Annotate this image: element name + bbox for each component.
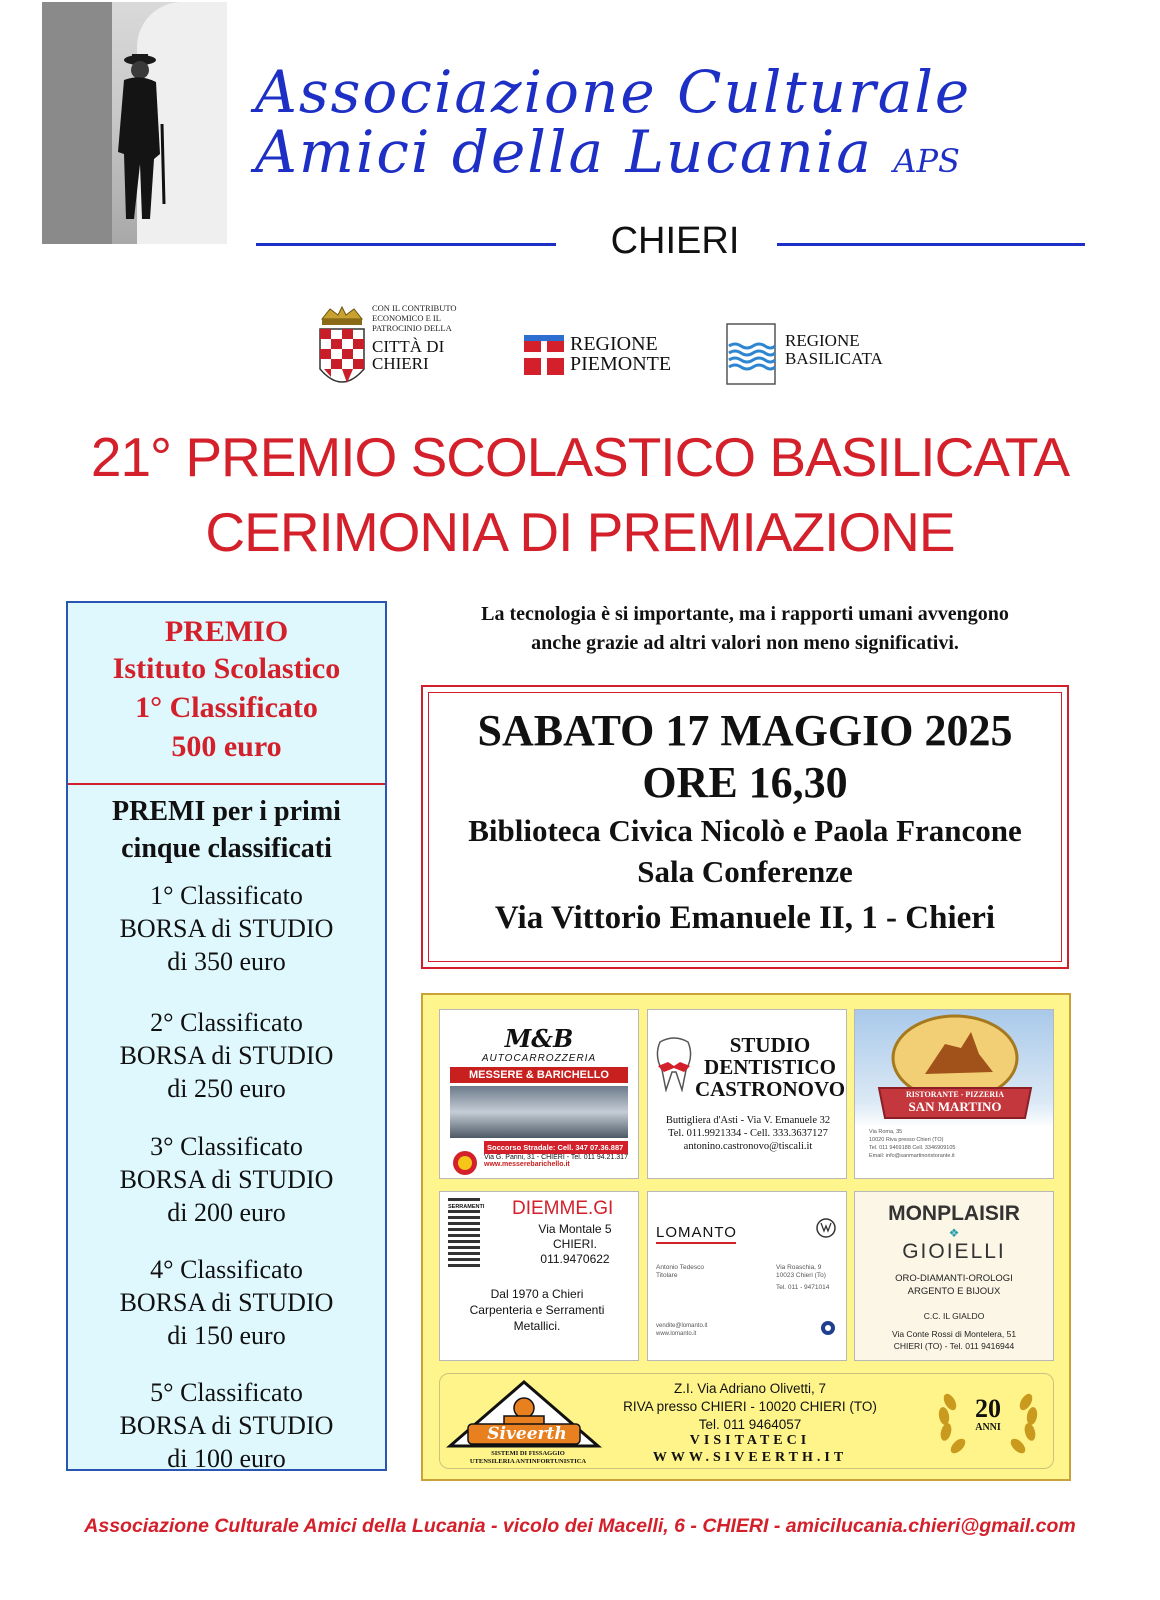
- regione-piemonte: REGIONE PIEMONTE: [570, 333, 672, 375]
- siveerth-address: Z.I. Via Adriano Olivetti, 7 RIVA presso CHIERI - 10020 CHIERI (TO) Tel. 011 9464057: [623, 1381, 877, 1432]
- monplaisir-address: C.C. IL GIALDO Via Conte Rossi di Montelera, 51 CHIERI (TO) - Tel. 011 9416944: [891, 1311, 1017, 1351]
- aps-suffix: APS: [893, 142, 960, 180]
- footer-contact: Associazione Culturale Amici della Lucania - vicolo dei Macelli, 6 - CHIERI - amicilucania.chieri@gmail.com: [84, 1515, 1076, 1537]
- monplaisir-name: MONPLAISIR: [888, 1202, 1020, 1225]
- placement-item: 1° Classificato BORSA di STUDIO di 350 euro: [119, 881, 334, 976]
- sponsor-siveerth: [439, 1373, 1054, 1469]
- event-address: Via Vittorio Emanuele II, 1 - Chieri: [494, 900, 996, 936]
- mb-address: Via G. Parini, 31 - CHIERI - Tel. 011 94.21.317: [484, 1154, 628, 1161]
- divider-left: [256, 243, 556, 246]
- mb-workshop-photo: [450, 1086, 628, 1138]
- siveerth-tagline: SISTEMI DI FISSAGGIO UTENSILERIA ANTINFORTUNISTICA: [469, 1450, 587, 1465]
- placement-item: 4° Classificato BORSA di STUDIO di 150 euro: [119, 1255, 334, 1350]
- contribution-note: CON IL CONTRIBUTO ECONOMICO E IL PATROCINIO DELLA: [372, 303, 457, 333]
- siveerth-visit: VISITATECI WWW.SIVEERTH.IT: [652, 1433, 848, 1465]
- prize-title: PREMIO: [164, 615, 289, 648]
- siveerth-brand: Siveerth: [487, 1424, 567, 1444]
- diemme-name: DIEMME.GI: [512, 1198, 614, 1219]
- pizzeria-name: SAN MARTINO: [908, 1099, 1002, 1114]
- pizzeria-small-print: Via Roma, 35 10020 Riva presso Chieri (TO) Tel. 011 9469188 Cell. 3346909105 Email: info@sanmartinoristorante.it: [869, 1129, 956, 1159]
- diemme-description: Dal 1970 a Chieri Carpenteria e Serramenti Metallici.: [469, 1287, 605, 1333]
- event-box: [421, 685, 1069, 969]
- mb-type: AUTOCARROZZERIA: [481, 1053, 597, 1064]
- placement-item: 2° Classificato BORSA di STUDIO di 250 euro: [119, 1008, 334, 1103]
- mb-badge-icon: [452, 1150, 478, 1176]
- diemme-brand: SERRAMENTI: [448, 1204, 485, 1210]
- sponsors-area: [421, 993, 1071, 1481]
- service-badge-icon: [820, 1320, 836, 1336]
- citta-di-chieri: CITTÀ DI CHIERI: [372, 337, 445, 373]
- vw-logo-icon: [816, 1218, 836, 1238]
- old-man-photo: [42, 2, 227, 244]
- event-hall: Sala Conferenze: [637, 854, 853, 889]
- lomanto-person: Antonio Tedesco Titolare: [656, 1264, 704, 1279]
- sponsor-diemme-gi: [439, 1191, 639, 1361]
- sponsor-monplaisir-gioielli: [854, 1191, 1054, 1361]
- sponsor-studio-dentistico: [647, 1009, 847, 1179]
- main-prize-line: 500 euro: [171, 730, 282, 763]
- quote: La tecnologia è si importante, ma i rapporti umani avvengono anche grazie ad altri valori non meno significativi.: [481, 603, 1009, 654]
- event-venue: Biblioteca Civica Nicolò e Paola Francone: [468, 813, 1022, 848]
- lomanto-logo: LOMANTO: [656, 1224, 737, 1241]
- event-time: ORE 16,30: [642, 758, 848, 807]
- piemonte-flag-icon: [524, 335, 564, 375]
- headline-cerimonia: CERIMONIA DI PREMIAZIONE: [205, 501, 955, 563]
- city-label: CHIERI: [610, 220, 740, 262]
- placement-item: 3° Classificato BORSA di STUDIO di 200 euro: [119, 1132, 334, 1227]
- divider-right: [777, 243, 1085, 246]
- mb-web: www.messerebarichello.it: [484, 1161, 570, 1168]
- sponsor-pizzeria-san-martino: [854, 1009, 1054, 1179]
- prize-panel: [66, 601, 387, 1471]
- lomanto-address: Via Roaschia, 9 10023 Chieri (To) Tel. 011 - 9471014: [776, 1264, 830, 1291]
- sponsor-lomanto: [647, 1191, 847, 1361]
- sponsor-mb-autocarrozzeria: [439, 1009, 639, 1179]
- headline-premio: 21° PREMIO SCOLASTICO BASILICATA: [90, 426, 1070, 488]
- regione-basilicata: REGIONE BASILICATA: [785, 331, 883, 368]
- mb-name: MESSERE & BARICHELLO: [450, 1067, 628, 1083]
- main-prize-line: 1° Classificato: [135, 691, 318, 724]
- mb-emergency: Soccorso Stradale: Cell. 347 07.36.887: [484, 1141, 628, 1154]
- lomanto-underline: [656, 1242, 736, 1244]
- placement-item: 5° Classificato BORSA di STUDIO di 100 euro: [119, 1378, 334, 1473]
- main-prize-line: Istituto Scolastico: [112, 652, 341, 685]
- main-prize: [68, 603, 385, 785]
- monplaisir-gem-icon: ❖: [948, 1226, 960, 1240]
- lomanto-web: vendite@lomanto.it www.lomanto.it: [656, 1323, 708, 1337]
- tooth-icon: [654, 1036, 694, 1092]
- pizzeria-type: RISTORANTE - PIZZERIA: [905, 1090, 1005, 1099]
- mb-logo: M&B: [504, 1024, 574, 1053]
- prizes-subtitle: PREMI per i primi cinque classificati: [112, 796, 341, 864]
- monplaisir-products: ORO-DIAMANTI-OROLOGI ARGENTO E BIJOUX: [895, 1273, 1013, 1297]
- chieri-crest-icon: [316, 305, 368, 397]
- basilicata-shield-icon: [725, 322, 777, 388]
- dentist-contacts: Buttigliera d'Asti - Via V. Emanuele 32 Tel. 011.9921334 - Cell. 333.3637127 antonino.castronovo@tiscali.it: [665, 1115, 831, 1152]
- association-title: [255, 58, 1105, 191]
- title-line-1: Associazione Culturale: [255, 58, 972, 126]
- diemme-address: Via Montale 5 CHIERI. 011.9470622: [538, 1222, 612, 1266]
- title-line-2: Amici della Lucania: [255, 118, 873, 186]
- dentist-name: STUDIO DENTISTICO CASTRONOVO: [694, 1033, 846, 1101]
- event-date: SABATO 17 MAGGIO 2025: [477, 706, 1013, 755]
- anniversary-badge: 20 ANNI: [975, 1394, 1001, 1433]
- monplaisir-gioielli: GIOIELLI: [902, 1240, 1006, 1263]
